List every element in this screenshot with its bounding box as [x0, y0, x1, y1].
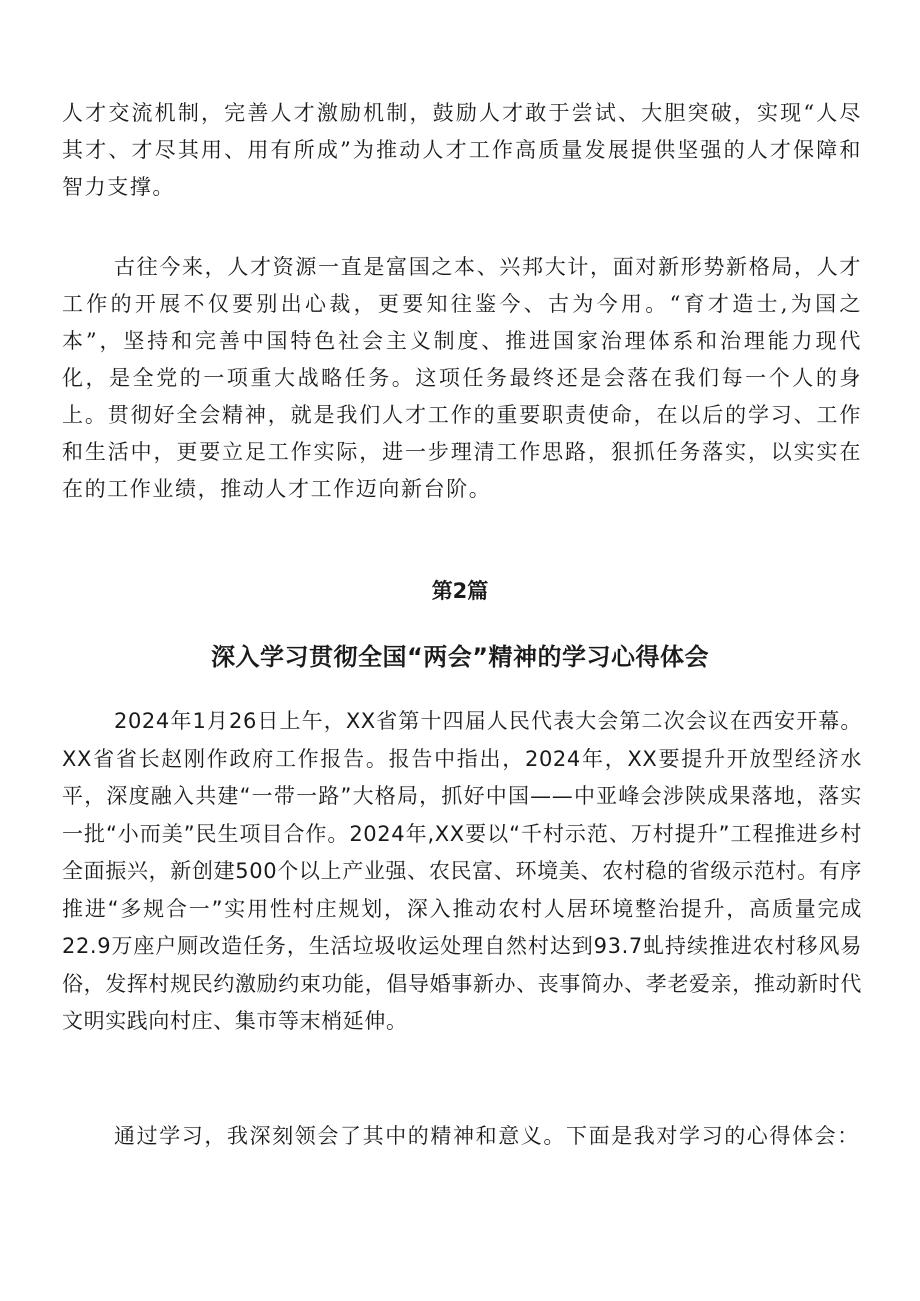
- paragraph-study-intro: 通过学习，我深刻领会了其中的精神和意义。下面是我对学习的心得体会：: [114, 1124, 860, 1148]
- paragraph-congress-report: 2024年1月26日上午，XX省第十四届人民代表大会第二次会议在西安开幕。XX省省长赵刚作政府工作报告。报告中指出，2024年，XX要提升开放型经济水平，深度融入共建“一带一路”大格局，抓好中国——中亚峰会涉陕成果落地，落实一批“小而美”民生项目合作。2024年,XX要以“千村示范、万村提升”工程推进乡村全面振兴，新创建500个以上产业强、农民富、环境美、农村稳的省级示范村。有序推进“多规合一”实用性村庄规划，深入推动农村人居环境整治提升，高质量完成22.9万座户厕改造任务，生活垃圾收运处理自然村达到93.7虬持续推进农村移风易俗，发挥村规民约激励约束功能，倡导婚事新办、丧事简办、孝老爱亲，推动新时代文明实践向村庄、集市等末梢延伸。: [62, 709, 862, 1033]
- section-title: 深入学习贯彻全国“两会”精神的学习心得体会: [210, 643, 710, 671]
- paragraph-talent-resources: 古往今来，人才资源一直是富国之本、兴邦大计，面对新形势新格局，人才工作的开展不仅要别出心裁，更要知往鉴今、古为今用。“育才造士,为国之本”，坚持和完善中国特色社会主义制度、推进国家治理体系和治理能力现代化，是全党的一项重大战略任务。这项任务最终还是会落在我们每一个人的身上。贯彻好全会精神，就是我们人才工作的重要职责使命，在以后的学习、工作和生活中，更要立足工作实际，进一步理清工作思路，狠抓任务落实，以实实在在的工作业绩，推动人才工作迈向新台阶。: [62, 255, 862, 501]
- paragraph-talent-mechanism: 人才交流机制，完善人才激励机制，鼓励人才敢于尝试、大胆突破，实现“人尽其才、才尽其用、用有所成”为推动人才工作高质量发展提供坚强的人才保障和智力支撑。: [62, 101, 862, 199]
- section-label: 第2篇: [431, 579, 489, 603]
